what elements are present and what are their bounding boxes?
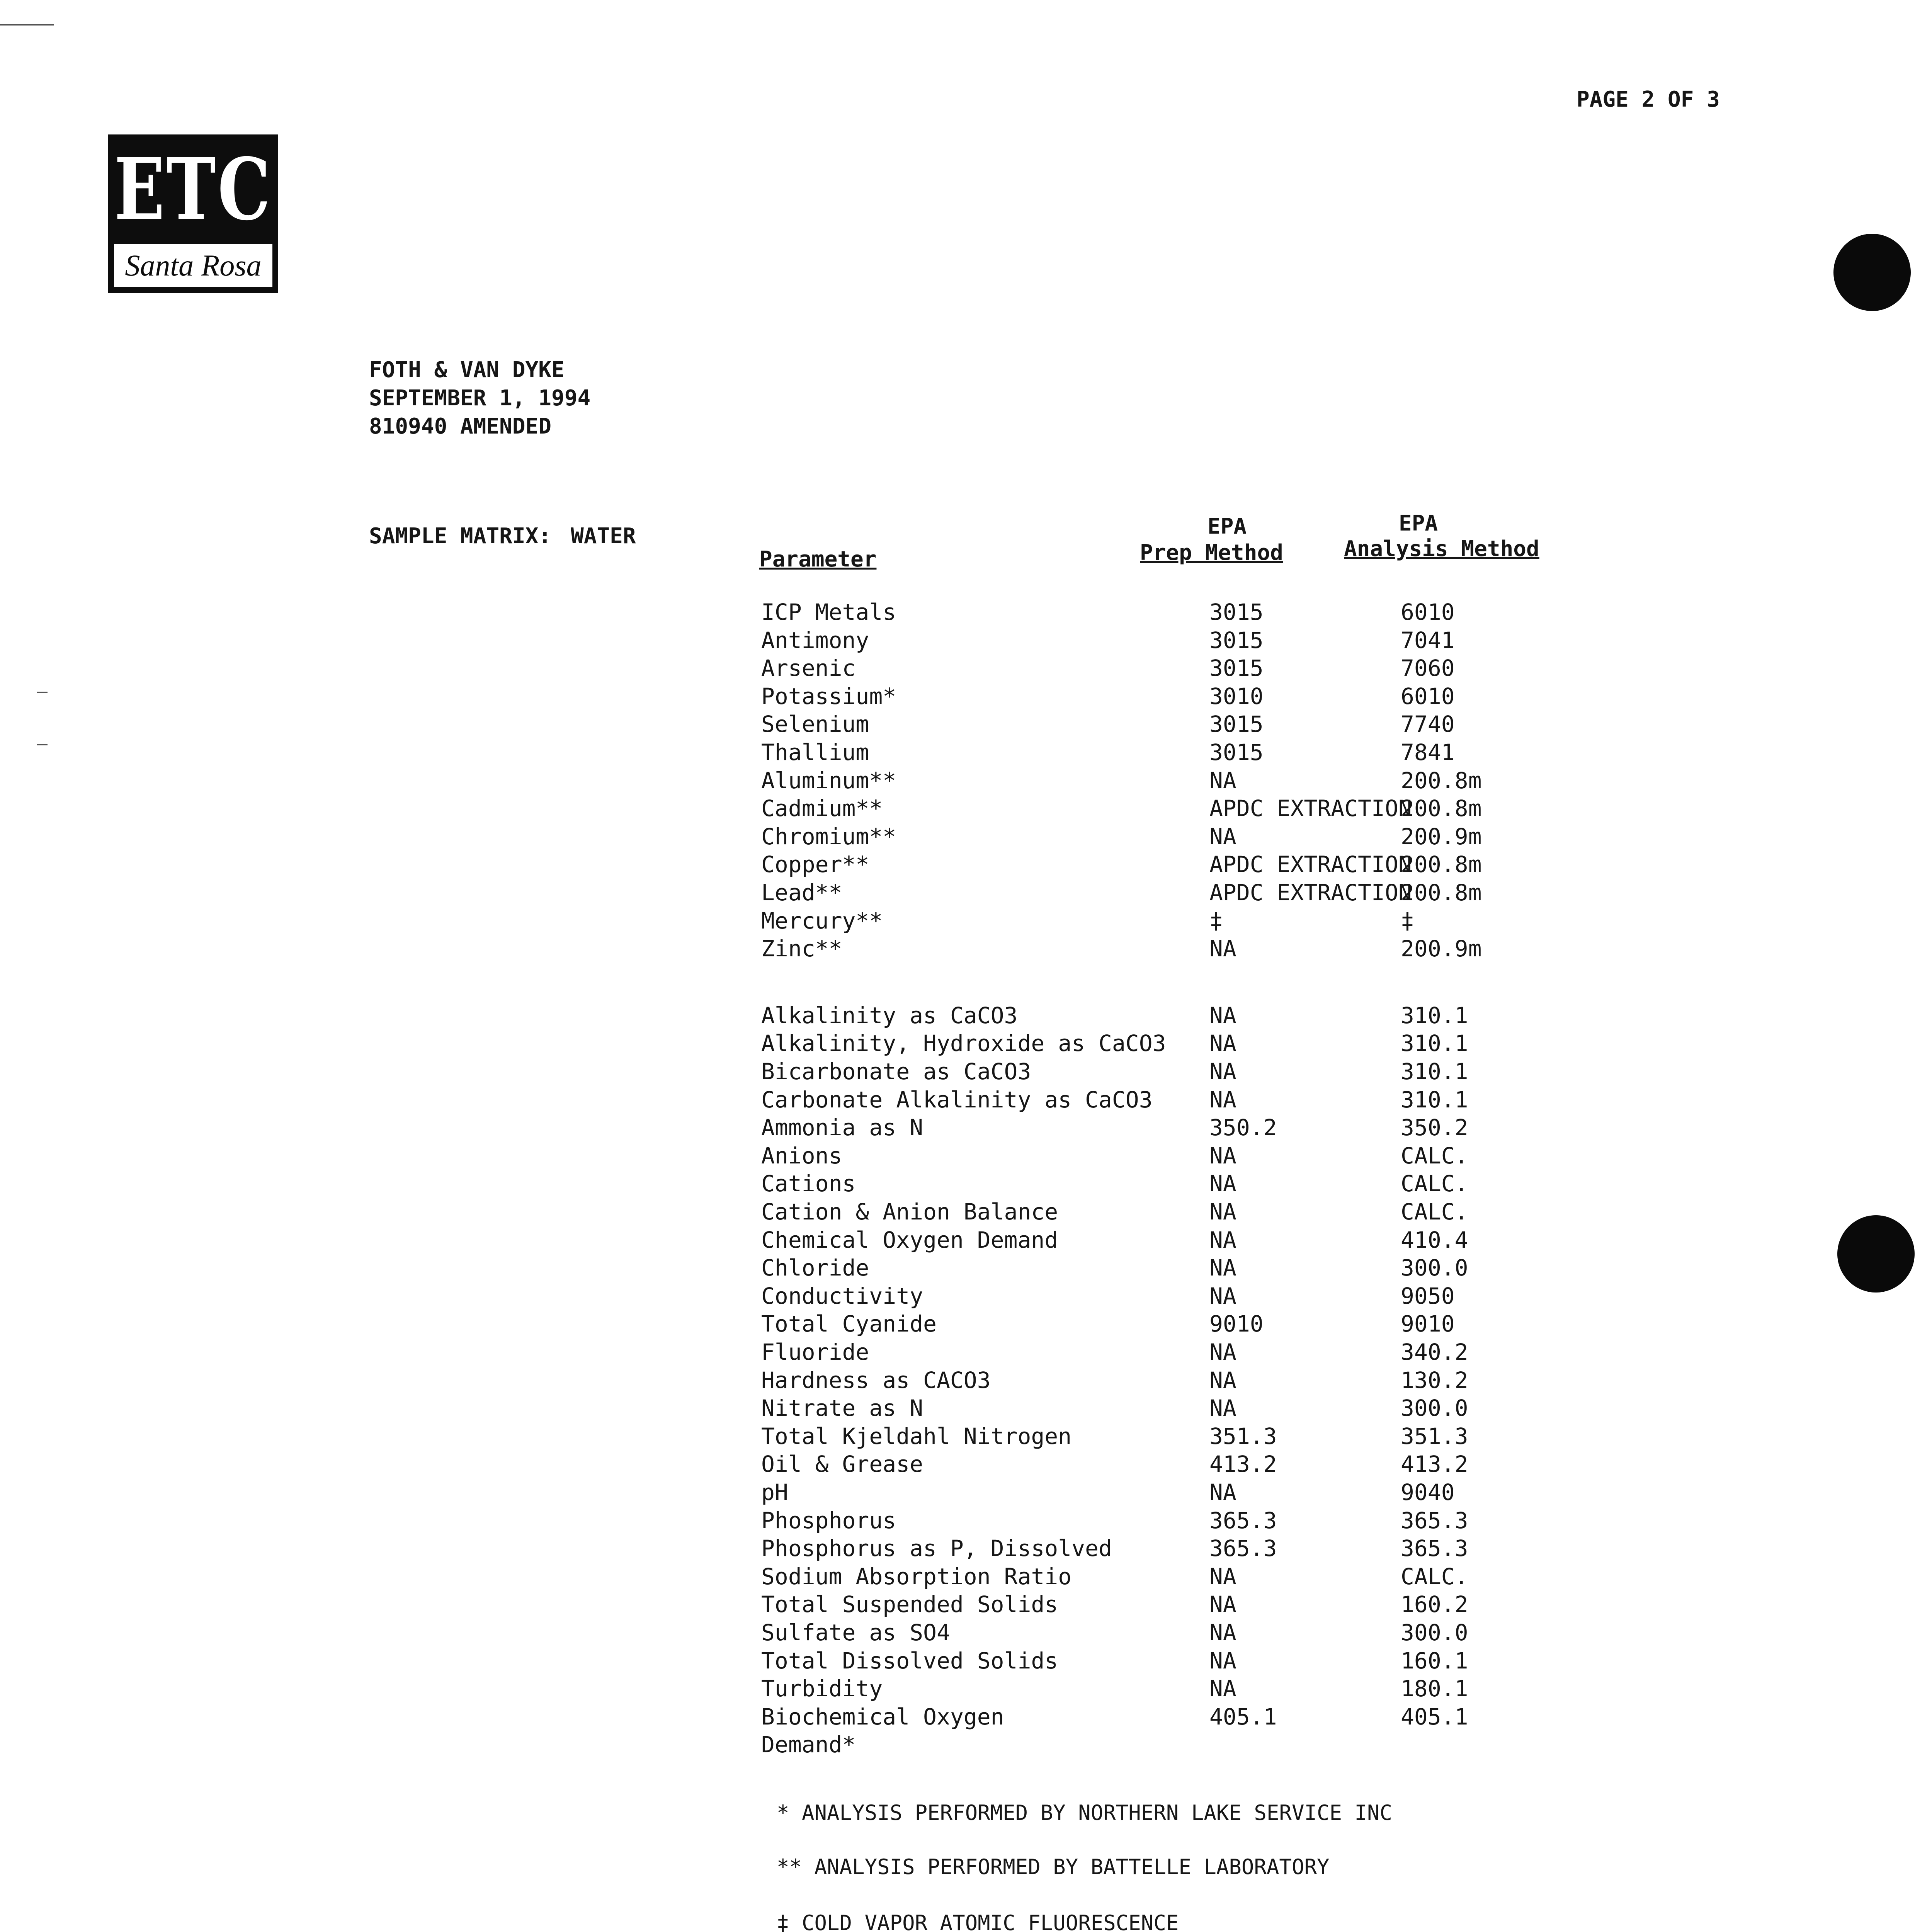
parameter-cell: Sulfate as SO4: [761, 1619, 950, 1646]
analysis-method-cell: 9050: [1401, 1282, 1455, 1309]
analysis-method-cell: 365.3: [1401, 1507, 1468, 1534]
analysis-method-cell: 200.8m: [1401, 795, 1482, 822]
prep-method-cell: NA: [1209, 1255, 1236, 1281]
analysis-method-cell: CALC.: [1401, 1199, 1468, 1225]
sample-matrix-label: SAMPLE MATRIX:: [369, 524, 552, 549]
sample-matrix: [369, 524, 636, 549]
column-header-parameter: Parameter: [759, 547, 877, 572]
parameter-cell: Copper**: [761, 851, 869, 878]
analysis-method-cell: 350.2: [1401, 1114, 1468, 1141]
prep-method-cell: NA: [1209, 1395, 1236, 1422]
prep-method-cell: 3015: [1209, 627, 1264, 653]
analysis-method-cell: 180.1: [1401, 1675, 1468, 1702]
column-header-epa: EPA: [1399, 511, 1438, 536]
prep-method-cell: NA: [1209, 1030, 1236, 1057]
prep-method-cell: NA: [1209, 935, 1236, 962]
parameter-cell: Chloride: [761, 1255, 869, 1281]
prep-method-cell: NA: [1209, 1339, 1236, 1365]
prep-method-cell: 365.3: [1209, 1507, 1277, 1534]
parameter-cell: Ammonia as N: [761, 1114, 923, 1141]
analysis-method-cell: 405.1: [1401, 1703, 1468, 1730]
analysis-method-cell: CALC.: [1401, 1170, 1468, 1197]
parameter-cell: Sodium Absorption Ratio: [761, 1563, 1072, 1590]
analysis-method-cell: 6010: [1401, 683, 1455, 709]
prep-method-cell: NA: [1209, 1086, 1236, 1113]
scan-mark: [37, 744, 48, 745]
scan-mark: [0, 24, 54, 26]
analysis-method-cell: 7060: [1401, 655, 1455, 682]
client-name: FOTH & VAN DYKE: [369, 357, 565, 383]
analysis-method-cell: 9010: [1401, 1311, 1455, 1337]
prep-method-cell: NA: [1209, 767, 1236, 794]
parameter-cell: Potassium*: [761, 683, 896, 709]
parameter-cell: Biochemical Oxygen: [761, 1703, 1004, 1730]
prep-method-cell: 405.1: [1209, 1703, 1277, 1730]
prep-method-cell: NA: [1209, 1591, 1236, 1618]
analysis-method-cell: 130.2: [1401, 1367, 1468, 1393]
prep-method-cell: NA: [1209, 1675, 1236, 1702]
prep-method-cell: 413.2: [1209, 1451, 1277, 1478]
footnote: ** ANALYSIS PERFORMED BY BATTELLE LABORATORY: [777, 1855, 1330, 1879]
parameter-cell: Carbonate Alkalinity as CaCO3: [761, 1086, 1153, 1113]
prep-method-cell: NA: [1209, 823, 1236, 850]
prep-method-cell: NA: [1209, 1058, 1236, 1085]
parameter-cell: Alkalinity as CaCO3: [761, 1002, 1018, 1029]
analysis-method-cell: 310.1: [1401, 1002, 1468, 1029]
analysis-method-cell: 6010: [1401, 599, 1455, 625]
prep-method-cell: APDC EXTRACTION: [1209, 851, 1412, 878]
report-date: SEPTEMBER 1, 1994: [369, 386, 591, 411]
prep-method-cell: 3015: [1209, 739, 1264, 765]
analysis-method-cell: 7841: [1401, 739, 1455, 765]
parameter-cell: Phosphorus as P, Dissolved: [761, 1535, 1112, 1562]
parameter-cell: Cation & Anion Balance: [761, 1199, 1058, 1225]
parameter-cell: Turbidity: [761, 1675, 883, 1702]
report-id: 810940 AMENDED: [369, 414, 552, 439]
parameter-cell: Total Kjeldahl Nitrogen: [761, 1423, 1072, 1449]
parameter-cell: Mercury**: [761, 907, 883, 934]
analysis-method-cell: CALC.: [1401, 1142, 1468, 1169]
sample-matrix-value: WATER: [571, 524, 636, 549]
parameter-cell: Anions: [761, 1142, 842, 1169]
parameter-cell: ICP Metals: [761, 599, 896, 625]
analysis-method-cell: 300.0: [1401, 1395, 1468, 1422]
parameter-cell: Demand*: [761, 1731, 856, 1758]
analysis-method-cell: 300.0: [1401, 1255, 1468, 1281]
logo-main-text: ETC: [114, 139, 272, 239]
analysis-method-cell: 200.8m: [1401, 767, 1482, 794]
prep-method-cell: 350.2: [1209, 1114, 1277, 1141]
prep-method-cell: APDC EXTRACTION: [1209, 879, 1412, 906]
prep-method-cell: 3015: [1209, 655, 1264, 682]
prep-method-cell: NA: [1209, 1563, 1236, 1590]
prep-method-cell: 365.3: [1209, 1535, 1277, 1562]
parameter-cell: Cadmium**: [761, 795, 883, 822]
parameter-cell: Nitrate as N: [761, 1395, 923, 1422]
prep-method-cell: NA: [1209, 1647, 1236, 1674]
analysis-method-cell: 310.1: [1401, 1086, 1468, 1113]
parameter-cell: Conductivity: [761, 1282, 923, 1309]
punch-hole: [1833, 234, 1911, 311]
prep-method-cell: NA: [1209, 1619, 1236, 1646]
analysis-method-cell: 413.2: [1401, 1451, 1468, 1478]
prep-method-cell: NA: [1209, 1199, 1236, 1225]
footnote: ‡ COLD VAPOR ATOMIC FLUORESCENCE: [777, 1911, 1179, 1932]
analysis-method-cell: 410.4: [1401, 1226, 1468, 1253]
footnote: * ANALYSIS PERFORMED BY NORTHERN LAKE SERVICE INC: [777, 1801, 1393, 1825]
page-number: PAGE 2 OF 3: [1577, 87, 1720, 112]
analysis-method-cell: 7740: [1401, 711, 1455, 738]
analysis-method-cell: 9040: [1401, 1479, 1455, 1505]
parameter-cell: Oil & Grease: [761, 1451, 923, 1478]
parameter-cell: Bicarbonate as CaCO3: [761, 1058, 1031, 1085]
analysis-method-cell: 200.9m: [1401, 935, 1482, 962]
parameter-cell: Hardness as CACO3: [761, 1367, 991, 1393]
prep-method-cell: 3010: [1209, 683, 1264, 709]
parameter-cell: Cations: [761, 1170, 856, 1197]
parameter-cell: Total Dissolved Solids: [761, 1647, 1058, 1674]
parameter-cell: Antimony: [761, 627, 869, 653]
analysis-method-cell: 310.1: [1401, 1030, 1468, 1057]
column-header-analysis-method: Analysis Method: [1344, 536, 1539, 561]
analysis-method-cell: 310.1: [1401, 1058, 1468, 1085]
prep-method-cell: NA: [1209, 1479, 1236, 1505]
prep-method-cell: NA: [1209, 1142, 1236, 1169]
parameter-cell: Selenium: [761, 711, 869, 738]
analysis-method-cell: 365.3: [1401, 1535, 1468, 1562]
analysis-method-cell: 300.0: [1401, 1619, 1468, 1646]
prep-method-cell: 9010: [1209, 1311, 1264, 1337]
analysis-method-cell: 160.1: [1401, 1647, 1468, 1674]
parameter-cell: Aluminum**: [761, 767, 896, 794]
prep-method-cell: NA: [1209, 1226, 1236, 1253]
prep-method-cell: NA: [1209, 1282, 1236, 1309]
parameter-cell: Zinc**: [761, 935, 842, 962]
analysis-method-cell: CALC.: [1401, 1563, 1468, 1590]
analysis-method-cell: 200.8m: [1401, 851, 1482, 878]
punch-hole: [1837, 1215, 1915, 1293]
parameter-cell: Phosphorus: [761, 1507, 896, 1534]
prep-method-cell: NA: [1209, 1170, 1236, 1197]
parameter-cell: Chromium**: [761, 823, 896, 850]
analysis-method-cell: 7041: [1401, 627, 1455, 653]
analysis-method-cell: 200.8m: [1401, 879, 1482, 906]
scan-mark: [37, 692, 48, 693]
parameter-cell: Chemical Oxygen Demand: [761, 1226, 1058, 1253]
parameter-cell: Lead**: [761, 879, 842, 906]
prep-method-cell: 3015: [1209, 711, 1264, 738]
analysis-method-cell: 351.3: [1401, 1423, 1468, 1449]
prep-method-cell: 3015: [1209, 599, 1264, 625]
prep-method-cell: NA: [1209, 1002, 1236, 1029]
parameter-cell: Fluoride: [761, 1339, 869, 1365]
parameter-cell: Total Suspended Solids: [761, 1591, 1058, 1618]
prep-method-cell: 351.3: [1209, 1423, 1277, 1449]
company-logo: [108, 134, 278, 293]
parameter-cell: Total Cyanide: [761, 1311, 937, 1337]
prep-method-cell: NA: [1209, 1367, 1236, 1393]
prep-method-cell: ‡: [1209, 907, 1223, 934]
column-header-epa: EPA: [1208, 514, 1247, 539]
parameter-cell: Alkalinity, Hydroxide as CaCO3: [761, 1030, 1166, 1057]
prep-method-cell: APDC EXTRACTION: [1209, 795, 1412, 822]
analysis-method-cell: ‡: [1401, 907, 1414, 934]
parameter-cell: pH: [761, 1479, 788, 1505]
column-header-prep-method: Prep Method: [1140, 540, 1283, 565]
logo-sub-text: Santa Rosa: [113, 243, 274, 288]
parameter-cell: Thallium: [761, 739, 869, 765]
analysis-method-cell: 340.2: [1401, 1339, 1468, 1365]
parameter-cell: Arsenic: [761, 655, 856, 682]
analysis-method-cell: 160.2: [1401, 1591, 1468, 1618]
analysis-method-cell: 200.9m: [1401, 823, 1482, 850]
